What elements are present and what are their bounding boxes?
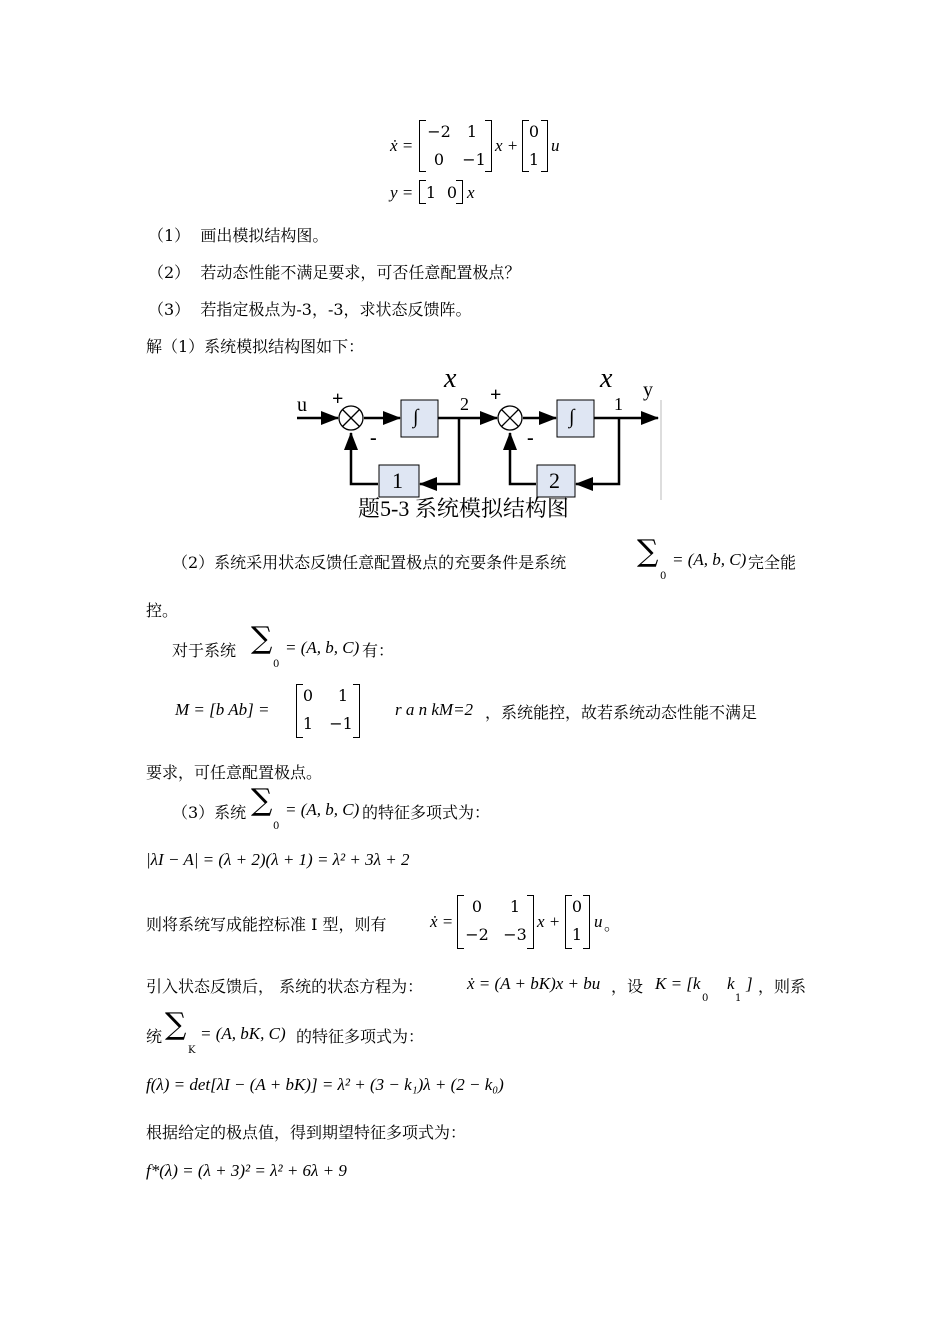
sigmaK-sub: K [188, 1045, 196, 1056]
sysK-tuple: = (A, bK, C) [200, 1024, 286, 1043]
A-00: −2 [427, 122, 451, 141]
A-11: −1 [462, 150, 486, 169]
M-00: 0 [302, 686, 314, 705]
part3-line1-post: 的特征多项式为： [362, 803, 491, 822]
solution-intro: 解（1）系统模拟结构图如下： [146, 337, 365, 356]
f-star: f*(λ) = (λ + 3)² = λ² + 6λ + 9 [146, 1161, 347, 1180]
A-01: 1 [466, 122, 478, 141]
question-2-text: 若动态性能不满足要求，可否任意配置极点？ [200, 263, 521, 282]
K-end: ] [746, 974, 753, 993]
integrator-symbol-1: ∫ [413, 406, 419, 428]
f-lambda: f(λ) = det[λI − (A + bK)] = λ² + (3 − k₁)λ + (2 − k₀) [146, 1075, 504, 1094]
u-var: u [551, 136, 560, 155]
part2-line1 [172, 550, 566, 573]
canonA-right-bracket [527, 895, 534, 949]
label-x1: x [600, 363, 613, 394]
label-x2: x [444, 363, 457, 394]
canonB-right-bracket [583, 895, 590, 949]
gain-1-value: 1 [392, 468, 403, 493]
desired-intro: 根据给定的极点值，得到期望特征多项式为： [146, 1123, 467, 1142]
question-3-text: 若指定极点为-3，-3，求状态反馈阵。 [200, 300, 472, 319]
sigma-sub: 0 [660, 571, 667, 582]
M-01: 1 [337, 686, 349, 705]
sigma-sub: 0 [273, 659, 280, 670]
fb-pre: 引入状态反馈后， 系统的状态方程为： [146, 977, 424, 996]
label-plus-2: + [490, 384, 502, 406]
question-1-text: 画出模拟结构图。 [200, 226, 329, 245]
A-10: 0 [433, 150, 445, 169]
sigma-symbol: ∑ [251, 621, 273, 656]
C-0: 1 [425, 183, 437, 202]
conclusion-1: ，系统能控，故若系统动态性能不满足 [485, 703, 758, 722]
canon-mid: x + [537, 912, 561, 931]
x-var: x [467, 183, 475, 202]
sys-tuple: = (A, b, C) [285, 638, 360, 657]
xdot-lhs: ẋ = [390, 136, 414, 155]
sigma-symbol: ∑ [637, 534, 659, 569]
part2-line2: 控。 [146, 601, 179, 620]
canonB-1: 1 [571, 925, 583, 944]
label-minus-1: - [370, 427, 377, 449]
M-11: −1 [329, 714, 353, 733]
question-2-num: （2） [148, 263, 191, 282]
label-y: y [643, 379, 653, 401]
integrator-block-2 [557, 400, 594, 437]
fb-post: ，则系 [758, 977, 807, 996]
fb-eq: ẋ = (A + bK)x + bu [467, 974, 601, 993]
question-3-num: （3） [148, 300, 191, 319]
diagram-caption: 题5-3 系统模拟结构图 [358, 496, 569, 521]
K-sub1: 1 [735, 993, 742, 1004]
canon-xdot: ẋ = [430, 912, 454, 931]
canonA-00: 0 [471, 897, 483, 916]
canonA-11: −3 [503, 925, 527, 944]
block-diagram [0, 0, 950, 530]
part3-line1-pre: （3）系统 [172, 803, 247, 822]
b-1: 1 [528, 150, 540, 169]
question-1-num: （1） [148, 226, 191, 245]
part2-line1-text: （2）系统采用状态反馈任意配置极点的充要条件是系统 [172, 553, 567, 572]
part2-line1-post: 完全能 [748, 553, 797, 572]
label-minus-2: - [527, 427, 534, 449]
K-lhs: K = [k [655, 974, 701, 993]
char-poly: |λI − A| = (λ + 2)(λ + 1) = λ² + 3λ + 2 [146, 850, 410, 869]
sys-post: 的特征多项式为： [296, 1027, 425, 1046]
canonA-10: −2 [465, 925, 489, 944]
canon-pre: 则将系统写成能控标准 I 型，则有 [146, 915, 387, 934]
x-plus: x + [495, 136, 519, 155]
label-plus-1: + [332, 388, 344, 410]
label-x1-sub: 1 [614, 394, 623, 414]
canon-u: u [594, 912, 603, 931]
rank-text: r a n kM=2 [395, 700, 474, 719]
b-0: 0 [528, 122, 540, 141]
K-sub0: 0 [702, 993, 709, 1004]
canonB-0: 0 [571, 897, 583, 916]
sys-tuple: = (A, b, C) [672, 550, 747, 569]
K-mid: k [727, 974, 735, 993]
sigma-symbol: ∑ [165, 1007, 187, 1042]
canonA-01: 1 [509, 897, 521, 916]
y-lhs: y = [390, 183, 414, 202]
integrator-block-1 [401, 400, 438, 437]
sigma-sub: 0 [273, 821, 280, 832]
canon-end: 。 [604, 915, 621, 934]
part2-line3-pre: 对于系统 [172, 641, 237, 660]
C-1: 0 [446, 183, 458, 202]
fb-mid: ，设 [611, 977, 644, 996]
gain-2-value: 2 [549, 468, 560, 493]
M-10: 1 [302, 714, 314, 733]
conclusion-2: 要求，可任意配置极点。 [146, 763, 323, 782]
sigma-symbol: ∑ [251, 783, 273, 818]
label-u: u [297, 394, 307, 416]
M-right-bracket [353, 684, 360, 738]
integrator-symbol-2: ∫ [569, 406, 575, 428]
sys-tuple: = (A, b, C) [285, 800, 360, 819]
label-x2-sub: 2 [460, 394, 469, 414]
sys-pre: 统 [146, 1027, 163, 1046]
part2-line3-post: 有： [362, 641, 395, 660]
M-lhs: M = [b Ab] = [175, 700, 270, 719]
